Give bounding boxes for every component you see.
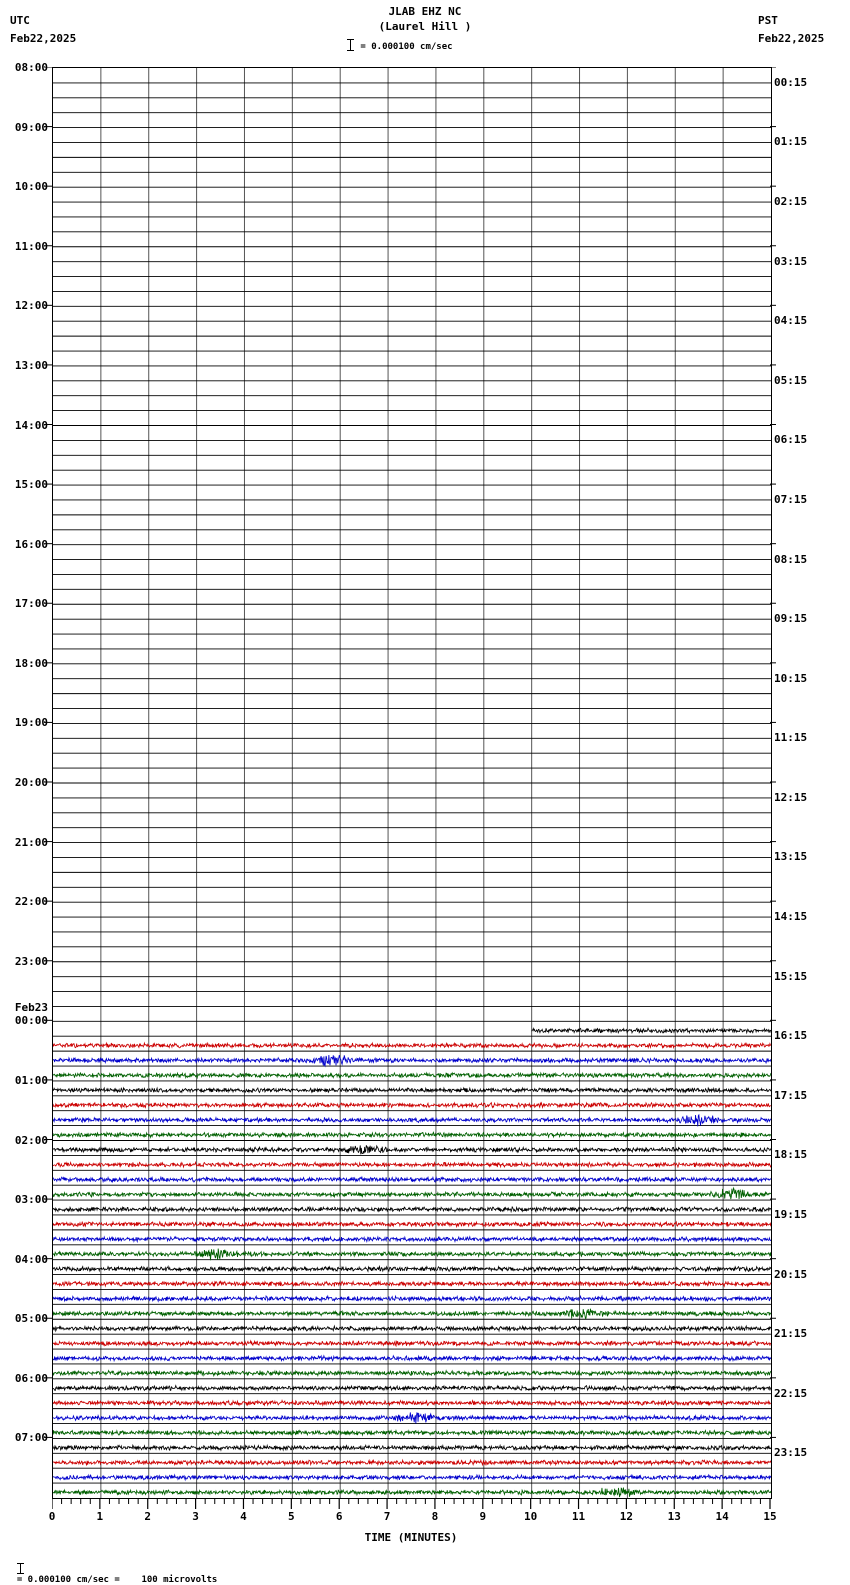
x-axis (48, 1497, 777, 1527)
pst-time-label: 21:15 (774, 1327, 808, 1341)
utc-time-label: 19:00 (14, 716, 48, 730)
x-tick-label: 14 (715, 1510, 729, 1523)
utc-time-label: 17:00 (14, 597, 48, 611)
station-location: (Laurel Hill ) (378, 20, 472, 33)
utc-time-label: 14:00 (14, 418, 48, 432)
helicorder-canvas (53, 68, 771, 1498)
utc-time-label: 22:00 (14, 895, 48, 909)
x-tick-label: 3 (192, 1510, 199, 1523)
pst-time-label: 22:15 (774, 1386, 808, 1400)
pst-time-label: 15:15 (774, 969, 808, 983)
pst-time-label: 03:15 (774, 254, 808, 268)
footer-scale-text: = 0.000100 cm/sec = 100 microvolts (16, 1575, 218, 1585)
footer-scale-note (6, 1553, 217, 1585)
utc-time-label: 08:00 (14, 61, 48, 74)
utc-time-label: 20:00 (14, 776, 48, 789)
utc-time-label: 06:00 (14, 1371, 48, 1385)
pst-time-label: 02:15 (774, 195, 808, 209)
pst-time-label: 01:15 (774, 135, 808, 149)
utc-time-label: 23:00 (14, 954, 48, 968)
pst-time-label: 09:15 (774, 612, 808, 626)
pst-time-label: 07:15 (774, 492, 808, 506)
x-axis-title: TIME (MINUTES) (364, 1531, 458, 1544)
pst-time-label: 14:15 (774, 910, 808, 924)
x-tick-label: 10 (524, 1510, 538, 1523)
pst-time-label: 00:15 (774, 75, 808, 89)
utc-time-label: 10:00 (14, 180, 48, 194)
pst-time-label: 13:15 (774, 850, 808, 864)
scale-bar-icon (347, 39, 355, 51)
header-left-date: Feb22,2025 (10, 32, 77, 45)
x-tick-label: 15 (763, 1510, 777, 1523)
x-tick-label: 7 (383, 1510, 391, 1523)
x-tick-label: 8 (431, 1510, 439, 1523)
row-tick-stubs-right (770, 67, 784, 1497)
utc-time-label: 01:00 (14, 1073, 48, 1087)
header-right-timezone-block (758, 12, 842, 48)
x-tick-label: 4 (240, 1510, 247, 1523)
footer-scale-bar-icon (17, 1563, 25, 1574)
x-tick-label: 11 (571, 1510, 586, 1523)
x-tick-label: 2 (144, 1510, 152, 1523)
pst-time-label: 17:15 (774, 1088, 808, 1102)
pst-time-label: 06:15 (774, 433, 808, 447)
x-tick-label: 13 (667, 1510, 681, 1523)
x-tick-label: 1 (96, 1510, 104, 1523)
utc-time-label: 05:00 (14, 1312, 48, 1326)
pst-time-label: 08:15 (774, 552, 808, 566)
x-tick-label: 5 (288, 1510, 295, 1523)
pst-time-label: 19:15 (774, 1207, 808, 1221)
pst-time-label: 11:15 (774, 731, 808, 745)
utc-time-label: 00:00 (14, 1014, 48, 1028)
x-tick-label: 12 (619, 1510, 634, 1523)
helicorder-plot[interactable] (52, 67, 772, 1499)
pst-time-label: 18:15 (774, 1148, 808, 1162)
utc-time-label: 04:00 (14, 1252, 48, 1266)
utc-time-label: 21:00 (14, 835, 48, 849)
pst-time-label: 20:15 (774, 1267, 808, 1281)
pst-time-label: 12:15 (774, 790, 808, 804)
header-left-timezone: UTC (10, 14, 30, 27)
utc-time-label: 12:00 (14, 299, 48, 313)
utc-time-label: 18:00 (14, 656, 48, 670)
x-tick-label: 6 (335, 1510, 343, 1523)
utc-time-label: 07:00 (14, 1431, 48, 1445)
header-center-block (0, 4, 850, 34)
utc-time-label: 09:00 (14, 120, 48, 134)
x-tick-label: 0 (48, 1510, 56, 1523)
utc-time-label: 13:00 (14, 358, 48, 372)
header-right-date: Feb22,2025 (758, 32, 825, 45)
pst-time-label: 04:15 (774, 314, 808, 328)
utc-time-label: 16:00 (14, 537, 48, 551)
row-tick-stubs (0, 67, 52, 1497)
day-break-label: Feb23 (14, 1001, 48, 1015)
utc-time-label: 15:00 (14, 478, 48, 492)
pst-time-label: 05:15 (774, 373, 808, 387)
station-title: JLAB EHZ NC (388, 5, 462, 18)
x-tick-label: 9 (479, 1510, 487, 1523)
utc-time-label: 03:00 (14, 1193, 48, 1207)
header-right-timezone: PST (758, 14, 778, 27)
scale-legend-text: = 0.000100 cm/sec (360, 42, 453, 52)
pst-time-label: 10:15 (774, 671, 808, 685)
utc-time-label: 02:00 (14, 1133, 48, 1147)
scale-legend (347, 39, 453, 52)
utc-time-label: 11:00 (14, 239, 48, 253)
x-axis-ticks (52, 1498, 772, 1512)
pst-time-label: 16:15 (774, 1029, 808, 1043)
pst-time-label: 23:15 (774, 1446, 808, 1460)
